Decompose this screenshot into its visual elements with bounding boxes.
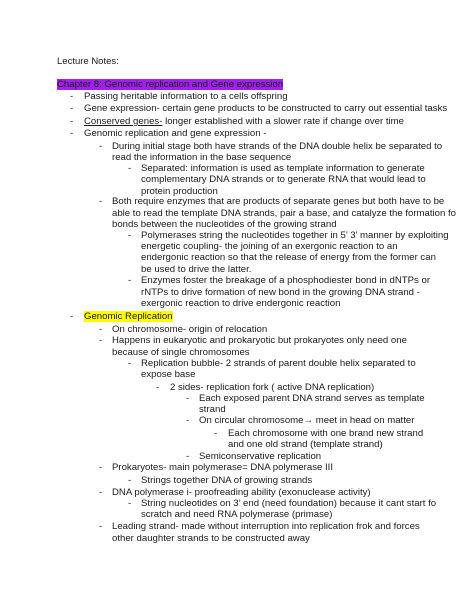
note-line: Each exposed parent DNA strand serves as template	[199, 393, 425, 404]
note-line: Passing heritable information to a cells offspring	[84, 91, 288, 102]
note-line: protein production	[141, 186, 218, 197]
note-line: strand	[199, 404, 226, 415]
note-line: Strings together DNA of growing strands	[141, 475, 313, 486]
note-line: be used to drive the latter.	[141, 264, 252, 275]
highlighted-heading: Chapter 8: Genomic replication and Gene expression	[57, 79, 284, 90]
list-dash: -	[99, 335, 103, 346]
list-dash: -	[186, 451, 190, 462]
note-line: Both require enzymes that are products of separate genes but both have to be	[112, 196, 445, 207]
note-line: Conserved genes- longer established with a slower rate if change over time	[84, 116, 404, 127]
note-line: read the information in the base sequence	[112, 152, 292, 163]
note-line: String nucleotides on 3’ end (need foundation) because it cant start fo	[141, 498, 437, 509]
note-line: Leading strand- made without interruption into replication frok and forces	[112, 521, 420, 532]
note-line: scratch and need RNA polymerase (primase)	[141, 509, 333, 520]
list-dash: -	[128, 163, 132, 174]
note-line: On chromosome- origin of relocation	[112, 324, 268, 335]
note-line: During initial stage both have strands of the DNA double helix be separated to	[112, 141, 443, 152]
note-line: complementary DNA strands or to generate RNA that would lead to	[141, 174, 426, 185]
underlined-term: Conserved genes-	[84, 116, 163, 127]
list-dash: -	[128, 230, 132, 241]
note-line: Replication bubble- 2 strands of parent double helix separated to	[141, 358, 416, 369]
list-dash: -	[214, 428, 218, 439]
note-line: 2 sides- replication fork ( active DNA replication)	[170, 382, 375, 393]
note-line: able to read the template DNA strands, pair a base, and catalyze the formation fo	[112, 208, 456, 219]
note-line: and one old strand (template strand)	[228, 439, 383, 450]
list-dash: -	[128, 475, 132, 486]
list-dash: -	[99, 487, 103, 498]
note-line: On circular chromosome→ meet in head on matter	[199, 415, 415, 426]
page-title: Lecture Notes:	[57, 56, 119, 67]
note-line: Prokaryotes- main polymerase= DNA polymerase III	[112, 462, 334, 473]
list-dash: -	[70, 311, 74, 322]
note-line: other daughter strands to be constructed away	[112, 533, 310, 544]
list-dash: -	[128, 275, 132, 286]
note-line: bonds between the nucleotides of the growing strand	[112, 219, 337, 230]
list-dash: -	[70, 116, 74, 127]
note-line: DNA polymerase i- proofreading ability (exonuclease activity)	[112, 487, 371, 498]
list-dash: -	[99, 141, 103, 152]
list-dash: -	[70, 128, 74, 139]
note-line: Gene expression- certain gene products to be constructed to carry out essential tasks	[84, 103, 448, 114]
note-line: Enzymes foster the breakage of a phosphodiester bond in dNTPs or	[141, 275, 431, 286]
note-line: endergonic reaction so that the release of energy from the former can	[141, 252, 436, 263]
list-dash: -	[99, 521, 103, 532]
note-line: Separated: information is used as template information to generate	[141, 163, 425, 174]
list-dash: -	[70, 103, 74, 114]
list-dash: -	[186, 415, 190, 426]
list-dash: -	[99, 196, 103, 207]
list-dash: -	[128, 358, 132, 369]
list-dash: -	[128, 498, 132, 509]
note-line: because of single chromosomes	[112, 347, 250, 358]
note-line: Happens in eukaryotic and prokaryotic but prokaryotes only need one	[112, 335, 407, 346]
note-line: exergonic reaction to drive endergonic reaction	[141, 298, 341, 309]
note-line: rNTPs to drive formation of new bond in the growing DNA strand -	[141, 287, 420, 298]
note-line: energetic coupling- the joining of an exergonic reaction to an	[141, 241, 398, 252]
note-line: Polymerases string the nucleotides together in 5’ 3’ manner by exploiting	[141, 230, 449, 241]
note-line: Semiconservative replication	[199, 451, 322, 462]
list-dash: -	[186, 393, 190, 404]
highlighted-heading: Genomic Replication	[84, 311, 173, 322]
list-dash: -	[99, 324, 103, 335]
note-line: Each chromosome with one brand new strand	[228, 428, 424, 439]
note-line: expose base	[141, 369, 196, 380]
list-dash: -	[70, 91, 74, 102]
list-dash: -	[156, 382, 160, 393]
list-dash: -	[99, 462, 103, 473]
note-line: Genomic replication and gene expression -	[84, 128, 267, 139]
